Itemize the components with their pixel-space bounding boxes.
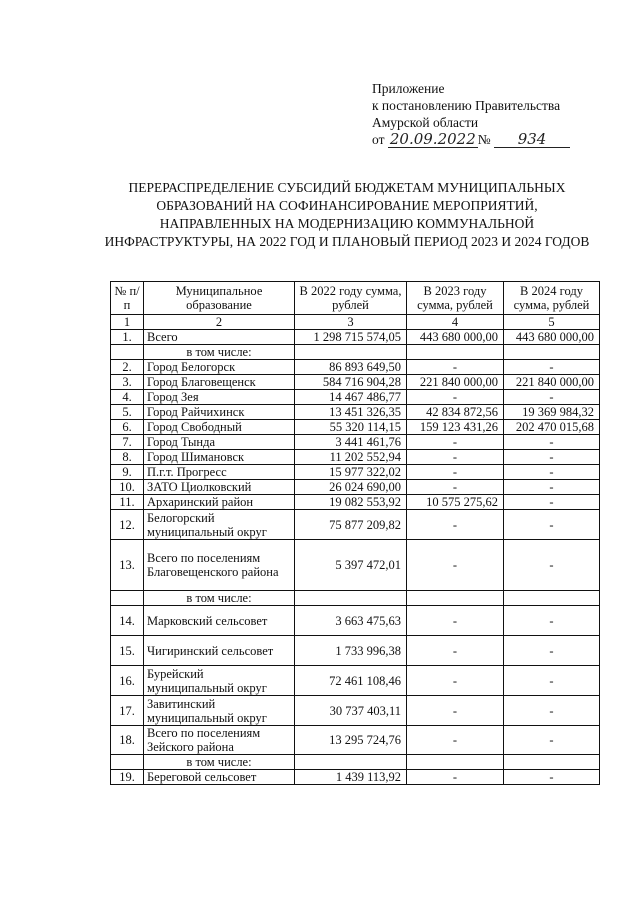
amount-2022-cell: 1 733 996,38 [295,636,407,666]
table-row [111,770,600,785]
table-row [111,420,600,435]
row-number-cell: 4. [111,390,144,405]
amount-2024-cell: - [504,465,600,480]
index-cell: 5 [504,315,600,330]
amount-2024-cell: - [504,770,600,785]
amount-2024-cell [504,345,600,360]
amount-2022-cell [295,345,407,360]
amount-2022-cell: 584 716 904,28 [295,375,407,390]
row-number-cell: 3. [111,375,144,390]
amount-2023-cell: 443 680 000,00 [407,330,504,345]
amount-2024-cell: - [504,495,600,510]
municipality-cell: П.г.т. Прогресс [144,465,295,480]
row-number-cell: 18. [111,726,144,755]
table-row [111,726,600,755]
row-number-cell: 11. [111,495,144,510]
municipality-cell: в том числе: [144,755,295,770]
table-row [111,495,600,510]
row-number-cell: 7. [111,435,144,450]
amount-2024-cell: 202 470 015,68 [504,420,600,435]
amount-2022-cell: 3 663 475,63 [295,606,407,636]
amount-2023-cell: - [407,606,504,636]
municipality-cell: Город Тында [144,435,295,450]
table-row [111,755,600,770]
amount-2023-cell: - [407,435,504,450]
appendix-date-line [372,131,612,148]
header-2024: В 2024 году сумма, рублей [504,282,600,315]
table-header-row [111,282,600,315]
ot-label: от [372,132,385,147]
amount-2023-cell: - [407,480,504,495]
amount-2024-cell: - [504,696,600,726]
table-row [111,435,600,450]
amount-2022-cell: 13 451 326,35 [295,405,407,420]
amount-2023-cell: 159 123 431,26 [407,420,504,435]
row-number-cell: 2. [111,360,144,375]
amount-2022-cell: 30 737 403,11 [295,696,407,726]
row-number-cell [111,755,144,770]
amount-2023-cell: - [407,450,504,465]
table-row [111,696,600,726]
amount-2023-cell: - [407,770,504,785]
amount-2023-cell: 221 840 000,00 [407,375,504,390]
row-number-cell: 6. [111,420,144,435]
municipality-cell: в том числе: [144,345,295,360]
municipality-cell: в том числе: [144,591,295,606]
amount-2023-cell: - [407,390,504,405]
amount-2023-cell: - [407,510,504,540]
municipality-cell: Город Шимановск [144,450,295,465]
amount-2023-cell [407,345,504,360]
amount-2023-cell: - [407,666,504,696]
table-row [111,405,600,420]
table-row [111,390,600,405]
handwritten-number: 934 [494,132,570,148]
row-number-cell [111,591,144,606]
row-number-cell: 1. [111,330,144,345]
table-row [111,666,600,696]
municipality-cell: Береговой сельсовет [144,770,295,785]
row-number-cell: 8. [111,450,144,465]
municipality-cell: Всего [144,330,295,345]
row-number-cell: 19. [111,770,144,785]
amount-2024-cell: - [504,666,600,696]
amount-2023-cell: 42 834 872,56 [407,405,504,420]
amount-2023-cell: - [407,636,504,666]
amount-2024-cell: - [504,360,600,375]
table-row [111,450,600,465]
table-row [111,540,600,591]
municipality-cell: Белогорский муниципальный округ [144,510,295,540]
amount-2024-cell: - [504,510,600,540]
appendix-block [372,80,612,148]
municipality-cell: Город Благовещенск [144,375,295,390]
subsidy-table [110,281,600,785]
municipality-cell: Всего по поселениям Благовещенского района [144,540,295,591]
table-row [111,360,600,375]
amount-2024-cell: 443 680 000,00 [504,330,600,345]
amount-2022-cell: 75 877 209,82 [295,510,407,540]
municipality-cell: Завитинский муниципальный округ [144,696,295,726]
table-row [111,330,600,345]
index-cell: 1 [111,315,144,330]
amount-2024-cell: 19 369 984,32 [504,405,600,420]
amount-2023-cell: - [407,540,504,591]
amount-2022-cell: 5 397 472,01 [295,540,407,591]
table-row [111,606,600,636]
table-body [111,330,600,785]
amount-2023-cell: 10 575 275,62 [407,495,504,510]
index-cell: 2 [144,315,295,330]
amount-2023-cell [407,591,504,606]
handwritten-date: 20.09.2022 [389,130,476,148]
amount-2024-cell: 221 840 000,00 [504,375,600,390]
municipality-cell: Марковский сельсовет [144,606,295,636]
appendix-line-3: Амурской области [372,115,479,130]
amount-2024-cell: - [504,606,600,636]
amount-2024-cell: - [504,390,600,405]
header-2022: В 2022 году сумма, рублей [295,282,407,315]
municipality-cell: Чигиринский сельсовет [144,636,295,666]
amount-2024-cell [504,755,600,770]
municipality-cell: Город Зея [144,390,295,405]
amount-2024-cell [504,591,600,606]
amount-2024-cell: - [504,540,600,591]
row-number-cell: 5. [111,405,144,420]
header-2023: В 2023 году сумма, рублей [407,282,504,315]
municipality-cell: Бурейский муниципальный округ [144,666,295,696]
amount-2022-cell: 86 893 649,50 [295,360,407,375]
amount-2022-cell: 1 439 113,92 [295,770,407,785]
header-no: № п/п [111,282,144,315]
municipality-cell: Архаринский район [144,495,295,510]
table-row [111,465,600,480]
row-number-cell: 15. [111,636,144,666]
amount-2022-cell: 13 295 724,76 [295,726,407,755]
amount-2022-cell: 1 298 715 574,05 [295,330,407,345]
document-title: ПЕРЕРАСПРЕДЕЛЕНИЕ СУБСИДИЙ БЮДЖЕТАМ МУНИЦИПАЛЬНЫХ ОБРАЗОВАНИЙ НА СОФИНАНСИРОВАНИЕ МЕРОПРИЯТИЙ, НАПРАВЛЕННЫХ НА МОДЕРНИЗАЦИЮ КОММУНАЛЬНОЙ ИНФРАСТРУКТУРЫ, НА 2022 ГОД И ПЛАНОВЫЙ ПЕРИОД 2023 И 2024 ГОДОВ [104,180,590,249]
row-number-cell [111,345,144,360]
header-municipality: Муниципальное образование [144,282,295,315]
table-row [111,480,600,495]
amount-2024-cell: - [504,480,600,495]
amount-2024-cell: - [504,726,600,755]
municipality-cell: Город Белогорск [144,360,295,375]
amount-2022-cell: 55 320 114,15 [295,420,407,435]
amount-2022-cell: 19 082 553,92 [295,495,407,510]
amount-2022-cell: 14 467 486,77 [295,390,407,405]
appendix-line-1: Приложение [372,81,445,96]
amount-2023-cell: - [407,726,504,755]
row-number-cell: 16. [111,666,144,696]
row-number-cell: 13. [111,540,144,591]
row-number-cell: 9. [111,465,144,480]
table-index-row [111,315,600,330]
index-cell: 3 [295,315,407,330]
table-row [111,375,600,390]
amount-2023-cell: - [407,360,504,375]
amount-2024-cell: - [504,435,600,450]
amount-2024-cell: - [504,636,600,666]
amount-2022-cell [295,755,407,770]
table-row [111,345,600,360]
amount-2023-cell: - [407,696,504,726]
row-number-cell: 14. [111,606,144,636]
table-row [111,510,600,540]
municipality-cell: Город Свободный [144,420,295,435]
amount-2022-cell [295,591,407,606]
row-number-cell: 12. [111,510,144,540]
table-row [111,591,600,606]
index-cell: 4 [407,315,504,330]
row-number-cell: 17. [111,696,144,726]
amount-2022-cell: 72 461 108,46 [295,666,407,696]
amount-2022-cell: 15 977 322,02 [295,465,407,480]
municipality-cell: ЗАТО Циолковский [144,480,295,495]
amount-2022-cell: 3 441 461,76 [295,435,407,450]
amount-2022-cell: 26 024 690,00 [295,480,407,495]
row-number-cell: 10. [111,480,144,495]
municipality-cell: Город Райчихинск [144,405,295,420]
amount-2023-cell [407,755,504,770]
table-row [111,636,600,666]
amount-2023-cell: - [407,465,504,480]
amount-2024-cell: - [504,450,600,465]
appendix-line-2: к постановлению Правительства [372,98,561,113]
amount-2022-cell: 11 202 552,94 [295,450,407,465]
municipality-cell: Всего по поселениям Зейского района [144,726,295,755]
number-label: № [477,132,491,147]
